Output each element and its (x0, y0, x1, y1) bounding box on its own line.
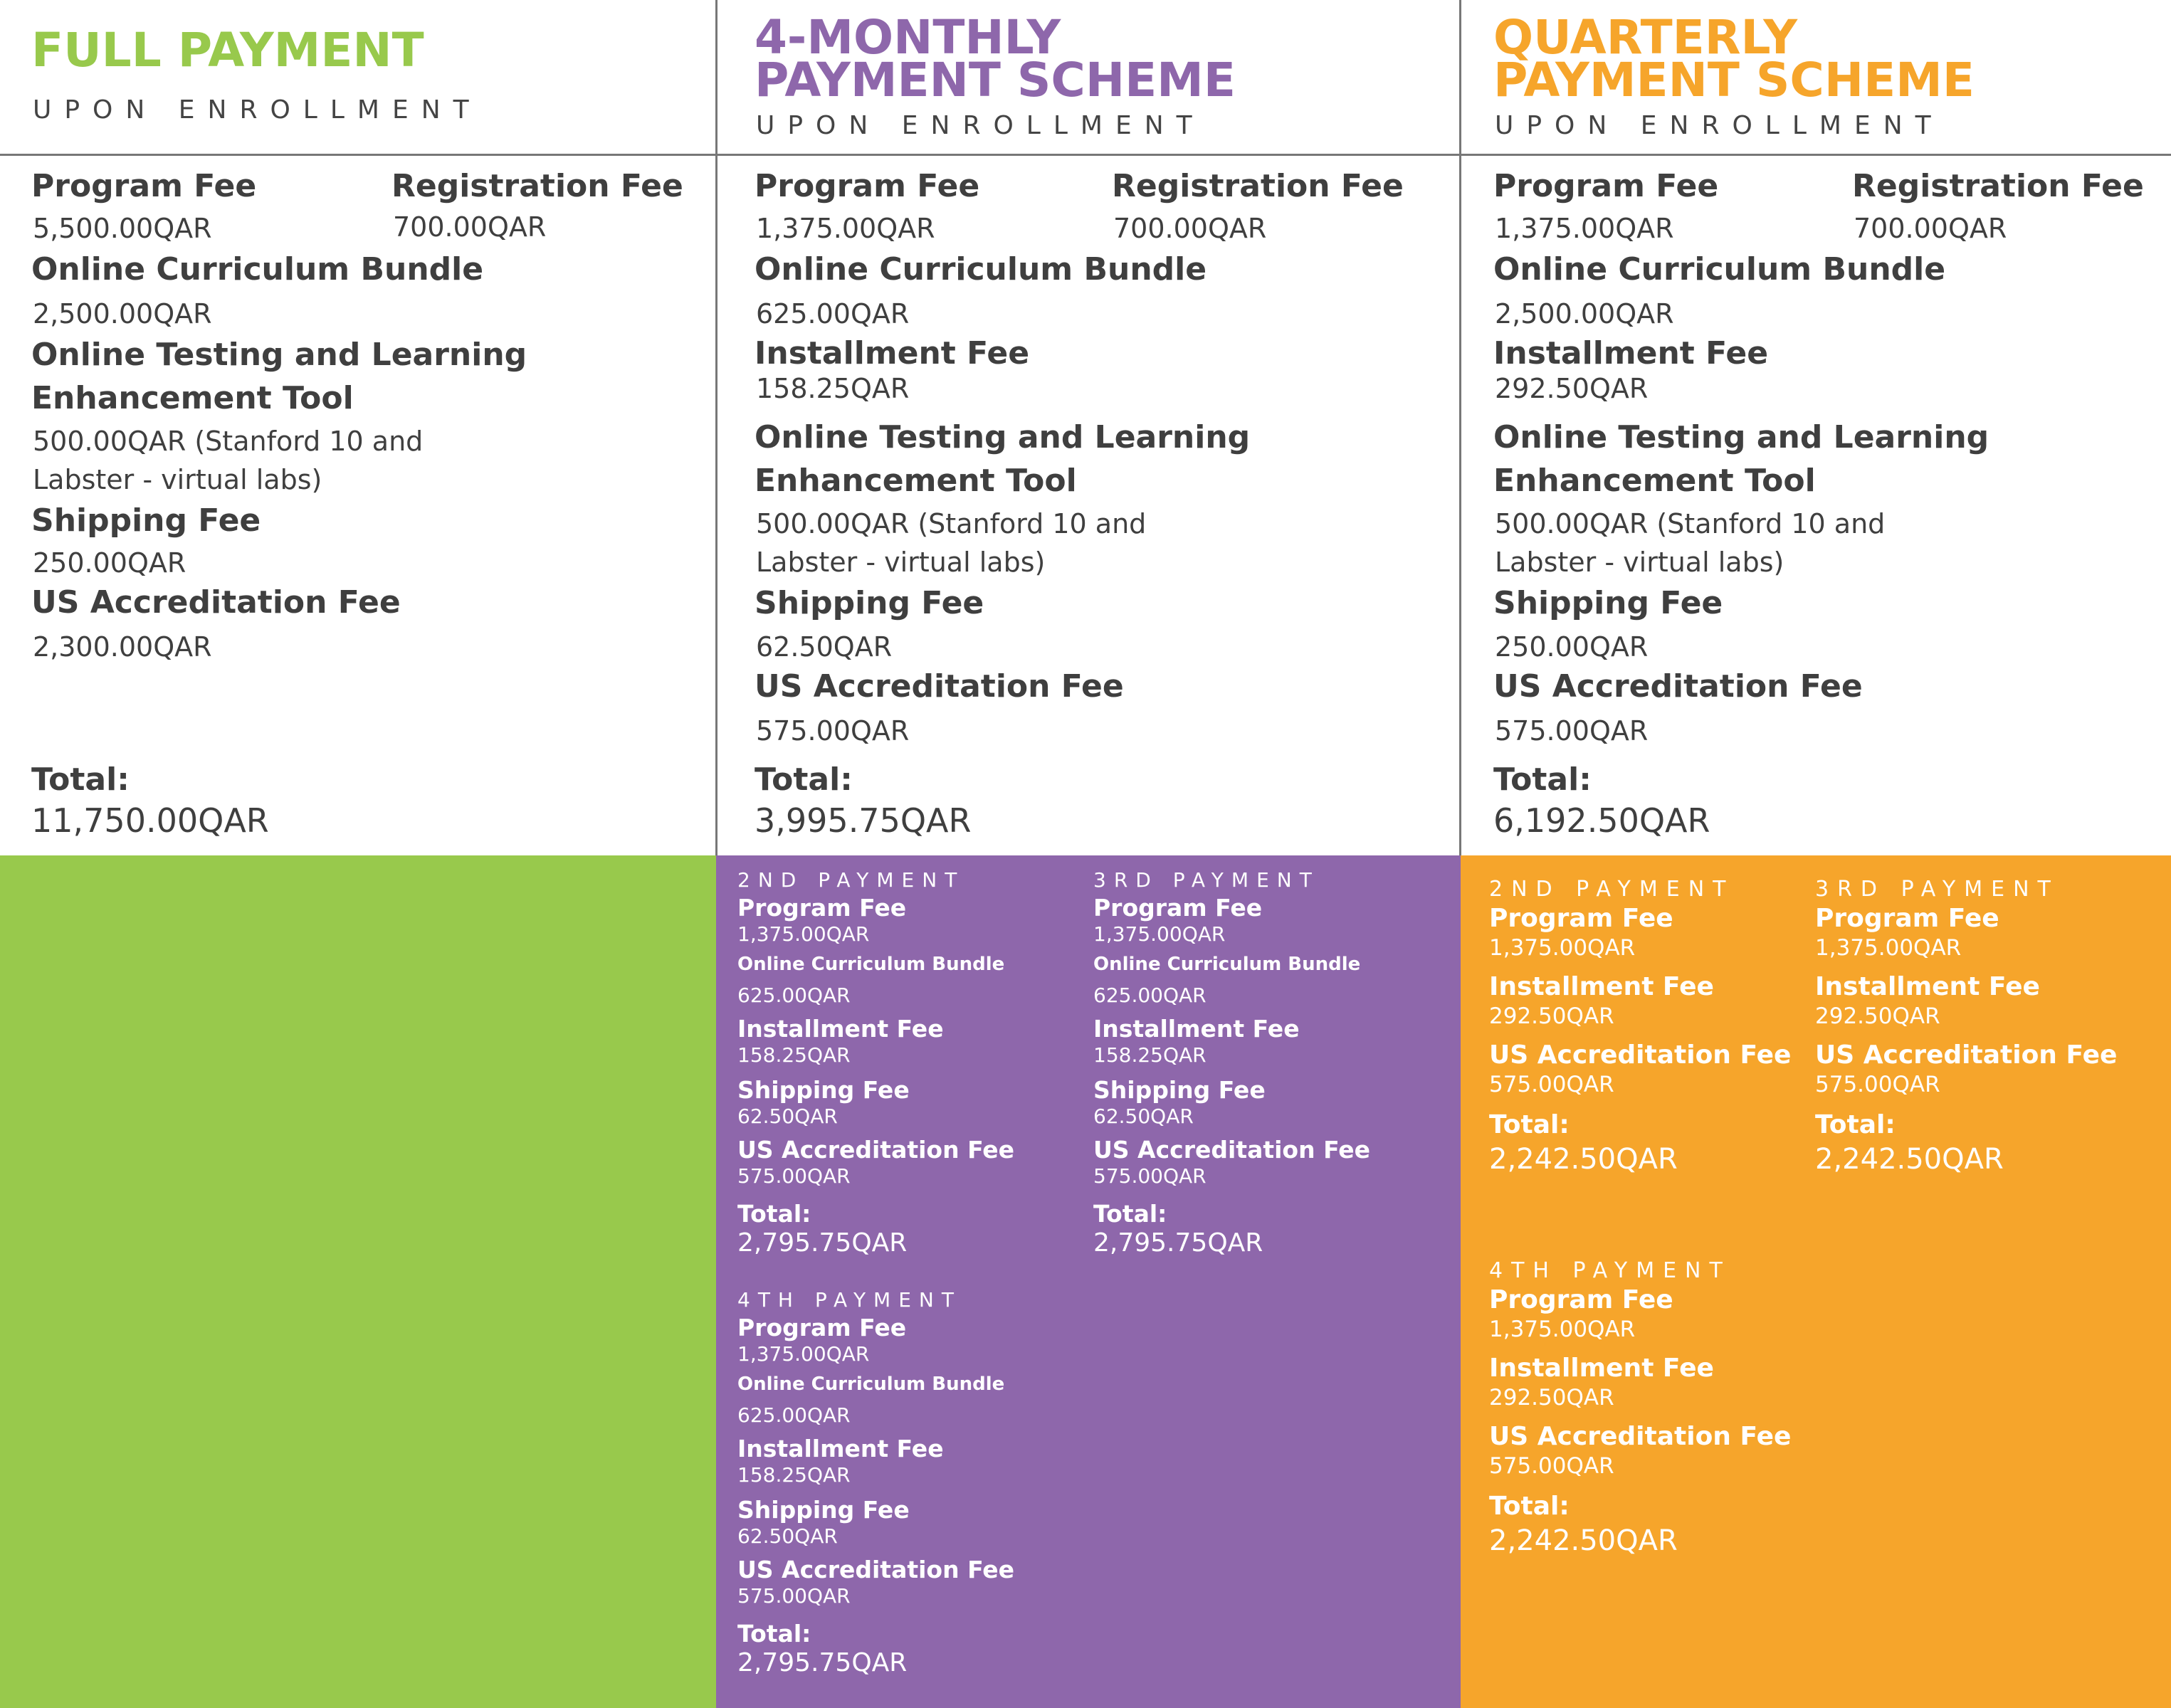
registration-fee-label: Registration Fee (391, 168, 683, 204)
testing-value-line-1: 500.00QAR (Stanford 10 and (756, 508, 1147, 539)
program-fee-label: Program Fee (737, 894, 907, 922)
full-payment-title: FULL PAYMENT (31, 23, 424, 78)
testing-value-line-1: 500.00QAR (Stanford 10 and (1495, 508, 1886, 539)
accreditation-label: US Accreditation Fee (755, 668, 1124, 705)
testing-value-line-1: 500.00QAR (Stanford 10 and (33, 426, 424, 457)
accreditation-label: US Accreditation Fee (1493, 668, 1863, 705)
installment-label: Installment Fee (1093, 1015, 1300, 1043)
program-fee-label: Program Fee (737, 1314, 907, 1341)
testing-value-line-2: Labster - virtual labs) (756, 547, 1046, 578)
program-fee-label: Program Fee (1489, 1285, 1673, 1314)
total-label: Total: (31, 761, 130, 798)
shipping-value: 250.00QAR (33, 547, 186, 579)
quarterly-title-line-1: QUARTERLY (1493, 10, 1798, 65)
total-value: 2,795.75QAR (737, 1228, 908, 1258)
testing-label-line-1: Online Testing and Learning (1493, 419, 1989, 455)
curriculum-label: Online Curriculum Bundle (755, 251, 1207, 288)
accreditation-label: US Accreditation Fee (31, 584, 401, 621)
registration-fee-label: Registration Fee (1852, 168, 2144, 204)
accreditation-value: 575.00QAR (1093, 1164, 1207, 1188)
total-label: Total: (737, 1200, 811, 1228)
total-label: Total: (737, 1620, 811, 1648)
total-label: Total: (1493, 761, 1592, 798)
shipping-value: 250.00QAR (1495, 631, 1649, 663)
payment-heading: 4TH PAYMENT (1489, 1258, 1731, 1283)
monthly-subtitle: UPON ENROLLMENT (756, 111, 1205, 140)
installment-label: Installment Fee (737, 1435, 944, 1462)
monthly-scheme-column (716, 0, 1461, 1708)
curriculum-value: 625.00QAR (1093, 984, 1207, 1007)
shipping-label: Shipping Fee (1093, 1076, 1266, 1104)
accreditation-label: US Accreditation Fee (1815, 1040, 2118, 1070)
accreditation-value: 575.00QAR (737, 1164, 851, 1188)
payment-heading: 2ND PAYMENT (737, 868, 965, 892)
installment-value: 158.25QAR (756, 373, 910, 404)
accreditation-value: 575.00QAR (1489, 1072, 1614, 1097)
program-fee-label: Program Fee (1489, 904, 1673, 933)
accreditation-value: 575.00QAR (756, 715, 910, 747)
total-value: 11,750.00QAR (31, 801, 269, 840)
total-label: Total: (755, 761, 853, 798)
curriculum-value: 2,500.00QAR (33, 298, 212, 330)
installment-label: Installment Fee (1489, 1354, 1714, 1383)
total-value: 2,795.75QAR (1093, 1228, 1263, 1258)
installment-label: Installment Fee (1489, 972, 1714, 1001)
curriculum-value: 2,500.00QAR (1495, 298, 1674, 330)
program-fee-value: 1,375.00QAR (1495, 213, 1674, 244)
installment-value: 292.50QAR (1495, 373, 1649, 404)
shipping-label: Shipping Fee (737, 1076, 910, 1104)
testing-label-line-2: Enhancement Tool (31, 380, 354, 416)
program-fee-label: Program Fee (1493, 168, 1719, 204)
curriculum-value: 625.00QAR (756, 298, 910, 330)
installment-label: Installment Fee (1493, 335, 1769, 371)
testing-label-line-1: Online Testing and Learning (31, 337, 527, 373)
installment-value: 158.25QAR (1093, 1043, 1207, 1067)
total-label: Total: (1489, 1110, 1570, 1139)
payment-heading: 2ND PAYMENT (1489, 877, 1735, 902)
program-fee-label: Program Fee (755, 168, 980, 204)
accreditation-label: US Accreditation Fee (1489, 1422, 1792, 1451)
program-fee-value: 1,375.00QAR (1489, 1317, 1636, 1342)
testing-label-line-2: Enhancement Tool (1493, 463, 1816, 499)
total-label: Total: (1815, 1110, 1896, 1139)
registration-fee-value: 700.00QAR (1113, 213, 1267, 244)
shipping-label: Shipping Fee (737, 1496, 910, 1524)
quarterly-scheme-column (1461, 0, 2171, 1708)
program-fee-value: 1,375.00QAR (1815, 935, 1962, 961)
quarterly-subtitle: UPON ENROLLMENT (1495, 111, 1944, 140)
total-value: 6,192.50QAR (1493, 801, 1710, 840)
program-fee-value: 1,375.00QAR (737, 1342, 870, 1366)
installment-label: Installment Fee (755, 335, 1030, 371)
shipping-value: 62.50QAR (737, 1524, 838, 1548)
curriculum-value: 625.00QAR (737, 1403, 851, 1427)
installment-value: 292.50QAR (1815, 1003, 1940, 1029)
installment-value: 158.25QAR (737, 1043, 851, 1067)
installment-label: Installment Fee (737, 1015, 944, 1043)
accreditation-label: US Accreditation Fee (1489, 1040, 1792, 1070)
testing-value-line-2: Labster - virtual labs) (33, 464, 322, 495)
accreditation-label: US Accreditation Fee (1093, 1136, 1371, 1164)
monthly-title-line-1: 4-MONTHLY (755, 10, 1061, 65)
accreditation-value: 575.00QAR (1489, 1453, 1614, 1479)
total-label: Total: (1489, 1492, 1570, 1521)
program-fee-value: 1,375.00QAR (756, 213, 935, 244)
payment-heading: 4TH PAYMENT (737, 1288, 962, 1312)
total-value: 2,242.50QAR (1489, 1143, 1678, 1176)
accreditation-label: US Accreditation Fee (737, 1136, 1015, 1164)
installment-label: Installment Fee (1815, 972, 2040, 1001)
accreditation-value: 2,300.00QAR (33, 631, 212, 663)
accreditation-label: US Accreditation Fee (737, 1556, 1015, 1583)
curriculum-label: Online Curriculum Bundle (31, 251, 484, 288)
accreditation-value: 575.00QAR (1495, 715, 1649, 747)
total-value: 2,242.50QAR (1815, 1143, 2004, 1176)
monthly-title-line-2: PAYMENT SCHEME (755, 53, 1236, 107)
program-fee-value: 5,500.00QAR (33, 213, 212, 244)
total-value: 2,795.75QAR (737, 1648, 908, 1677)
shipping-value: 62.50QAR (737, 1105, 838, 1128)
program-fee-label: Program Fee (1815, 904, 1999, 933)
shipping-label: Shipping Fee (755, 585, 984, 621)
testing-label-line-2: Enhancement Tool (755, 463, 1077, 499)
program-fee-value: 1,375.00QAR (1093, 922, 1226, 946)
program-fee-value: 1,375.00QAR (1489, 935, 1636, 961)
installment-value: 158.25QAR (737, 1463, 851, 1487)
testing-value-line-2: Labster - virtual labs) (1495, 547, 1784, 578)
shipping-value: 62.50QAR (1093, 1105, 1194, 1128)
full-payment-subtitle: UPON ENROLLMENT (33, 95, 482, 125)
accreditation-value: 575.00QAR (1815, 1072, 1940, 1097)
accreditation-value: 575.00QAR (737, 1584, 851, 1608)
shipping-label: Shipping Fee (31, 502, 261, 539)
payment-heading: 3RD PAYMENT (1093, 868, 1320, 892)
registration-fee-label: Registration Fee (1112, 168, 1404, 204)
curriculum-value: 625.00QAR (737, 984, 851, 1007)
shipping-value: 62.50QAR (756, 631, 893, 663)
full-payment-column (0, 0, 716, 1708)
registration-fee-value: 700.00QAR (393, 211, 547, 243)
total-value: 2,242.50QAR (1489, 1524, 1678, 1557)
registration-fee-value: 700.00QAR (1854, 213, 2007, 244)
curriculum-label: Online Curriculum Bundle (737, 1374, 1005, 1395)
program-fee-value: 1,375.00QAR (737, 922, 870, 946)
curriculum-label: Online Curriculum Bundle (1093, 954, 1361, 975)
shipping-label: Shipping Fee (1493, 585, 1723, 621)
installment-value: 292.50QAR (1489, 1003, 1614, 1029)
installment-value: 292.50QAR (1489, 1385, 1614, 1411)
quarterly-title-line-2: PAYMENT SCHEME (1493, 53, 1975, 107)
testing-label-line-1: Online Testing and Learning (755, 419, 1251, 455)
curriculum-label: Online Curriculum Bundle (1493, 251, 1946, 288)
total-label: Total: (1093, 1200, 1167, 1228)
program-fee-label: Program Fee (1093, 894, 1263, 922)
total-value: 3,995.75QAR (755, 801, 972, 840)
payment-heading: 3RD PAYMENT (1815, 877, 2059, 902)
program-fee-label: Program Fee (31, 168, 257, 204)
curriculum-label: Online Curriculum Bundle (737, 954, 1005, 975)
